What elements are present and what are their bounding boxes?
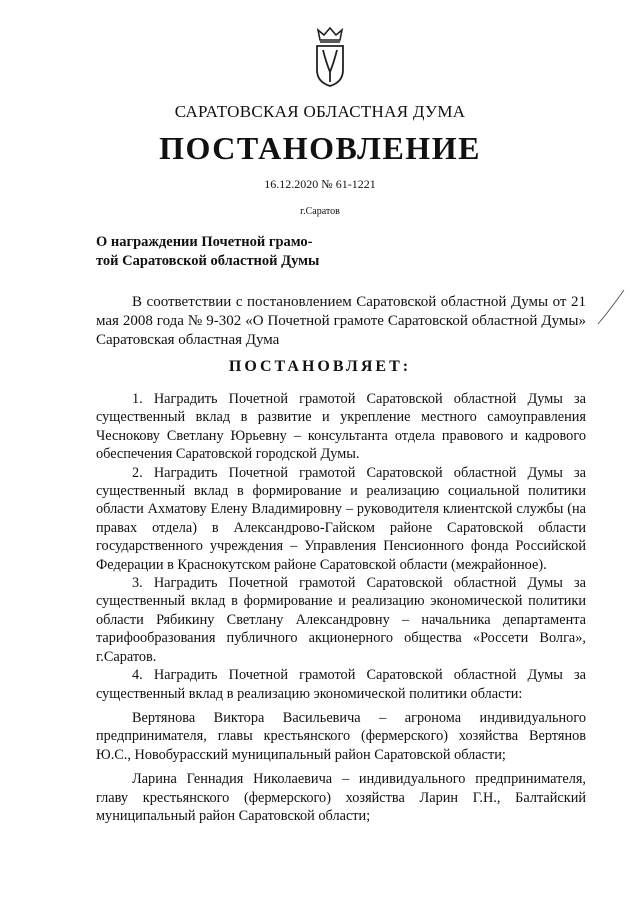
pen-mark xyxy=(596,286,626,326)
organization-name: САРАТОВСКАЯ ОБЛАСТНАЯ ДУМА xyxy=(174,102,466,121)
document-subject xyxy=(96,233,416,271)
resolution-item-1: 1. Наградить Почетной грамотой Саратовской областной Думы за существенный вклад в развитие и укрепление местного самоуправления Чеснокову Светлану Юрьевну – консультанта отдела правового и кадрового обеспечения Саратовской городской Думы. xyxy=(96,391,586,463)
preamble xyxy=(96,293,586,350)
subject-line-1: О награждении Почетной грамо- xyxy=(96,234,313,250)
date-and-number: 16.12.2020 № 61-1221 xyxy=(264,177,376,191)
resolution-items xyxy=(96,390,586,825)
city-label: г.Саратов xyxy=(300,206,340,217)
resolution-item-3: 3. Наградить Почетной грамотой Саратовской областной Думы за существенный вклад в формирование и реализацию экономической политики области Рябикину Светлану Александровну – начальника департамента тарифообразования публичного акционерного общества «Россети Волга», г.Саратов. xyxy=(96,575,586,665)
preamble-text: В соответствии с постановлением Саратовской областной Думы от 21 мая 2008 года № 9-302 «О Почетной грамоте Саратовской областной Думы» Саратовская областная Дума xyxy=(96,294,586,348)
decision-heading: ПОСТАНОВЛЯЕТ: xyxy=(228,358,412,375)
document-type-title: ПОСТАНОВЛЕНИЕ xyxy=(159,130,481,166)
awardee-paragraph-1: Вертянова Виктора Васильевича – агронома индивидуального предпринимателя, главы крестьянского (фермерского) хозяйства Вертянов Ю.С., Новобурасский муниципальный район Саратовской области; xyxy=(96,709,586,763)
awardee-paragraph-2: Ларина Геннадия Николаевича – индивидуального предпринимателя, главу крестьянского (фермерского) хозяйства Ларин Г.Н., Балтайский муниципальный район Саратовской области; xyxy=(96,771,586,824)
resolution-item-2: 2. Наградить Почетной грамотой Саратовской областной Думы за существенный вклад в формирование и реализацию социальной политики области Ахматову Елену Владимировну – руководителя клиентской службы (на правах отдела) в Александрово-Гайском районе Саратовской области государственного учреждения – Управления Пенсионного фонда Российской Федерации в Краснокутском районе Саратовской области (межрайонное). xyxy=(96,464,586,573)
resolution-item-4: 4. Наградить Почетной грамотой Саратовской областной Думы за существенный вклад в реализацию экономической политики области: xyxy=(96,667,586,702)
subject-line-2: той Саратовской областной Думы xyxy=(96,253,320,269)
coat-of-arms-emblem xyxy=(312,26,348,88)
